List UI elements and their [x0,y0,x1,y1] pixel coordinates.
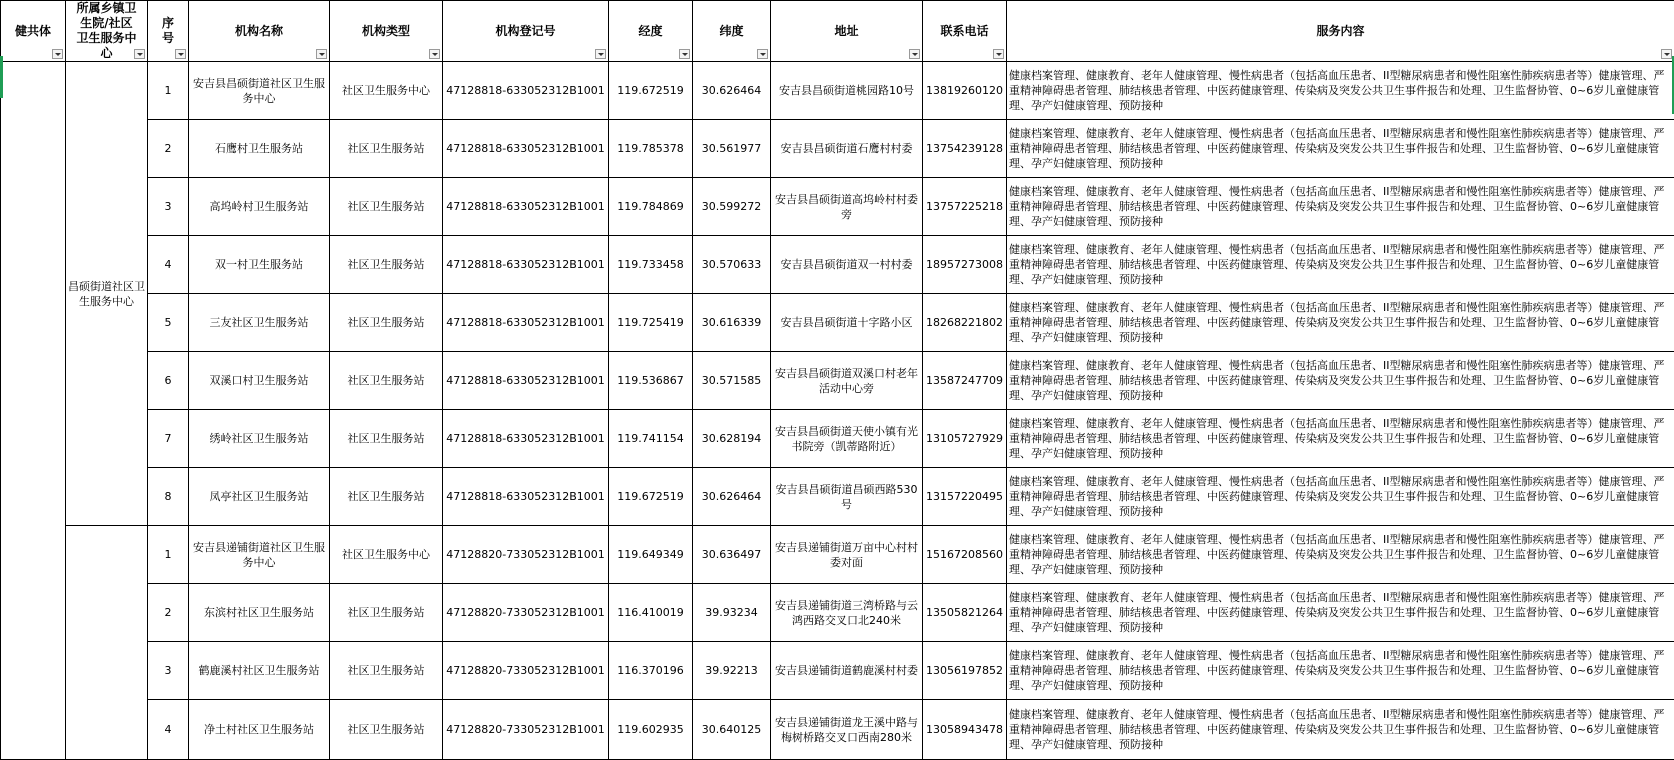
cell-service[interactable]: 健康档案管理、健康教育、老年人健康管理、慢性病患者（包括高血压患者、II型糖尿病患者和慢性阻塞性肺疾病患者等）健康管理、严重精神障碍患者管理、肺结核患者管理、中医药健康管理、传染病及突发公共卫生事件报告和处理、卫生监督协管、0~6岁儿童健康管理、孕产妇健康管理、预防接种 [1007,352,1674,410]
cell-name[interactable]: 净土村社区卫生服务站 [189,700,330,760]
header-row [1,1,1674,62]
table-body [1,62,1674,760]
cell-service[interactable]: 健康档案管理、健康教育、老年人健康管理、慢性病患者（包括高血压患者、II型糖尿病患者和慢性阻塞性肺疾病患者等）健康管理、严重精神障碍患者管理、肺结核患者管理、中医药健康管理、传染病及突发公共卫生事件报告和处理、卫生监督协管、0~6岁儿童健康管理、孕产妇健康管理、预防接种 [1007,178,1674,236]
cell-reg[interactable]: 47128818-633052312B1001 [443,410,609,468]
column-header-reg[interactable] [443,1,609,62]
cell-lng[interactable]: 119.602935 [609,700,693,760]
column-header-name[interactable] [189,1,330,62]
filter-dropdown-icon[interactable] [175,49,186,59]
cell-phone[interactable]: 13056197852 [923,642,1007,700]
cell-lat[interactable]: 30.636497 [693,526,771,584]
cell-lat[interactable]: 30.640125 [693,700,771,760]
filter-dropdown-icon[interactable] [134,49,145,59]
cell-lat[interactable]: 30.570633 [693,236,771,294]
filter-dropdown-icon[interactable] [1661,49,1672,59]
filter-dropdown-icon[interactable] [757,49,768,59]
cell-phone[interactable]: 13819260120 [923,62,1007,120]
cell-no[interactable]: 4 [148,236,189,294]
cell-addr[interactable]: 安吉县昌硕街道桃园路10号 [771,62,923,120]
table-row [1,236,1674,294]
column-header-label: 机构名称 [191,24,327,39]
cell-reg[interactable]: 47128818-633052312B1001 [443,178,609,236]
cell-lng[interactable]: 119.672519 [609,468,693,526]
cell-reg[interactable]: 47128818-633052312B1001 [443,236,609,294]
cell-lng[interactable]: 119.741154 [609,410,693,468]
cell-lng[interactable]: 119.785378 [609,120,693,178]
cell-addr[interactable]: 安吉县昌硕街道双溪口村老年活动中心旁 [771,352,923,410]
cell-phone[interactable]: 13105727929 [923,410,1007,468]
cell-name[interactable]: 凤亭社区卫生服务站 [189,468,330,526]
cell-phone[interactable]: 18268221802 [923,294,1007,352]
column-header-no[interactable] [148,1,189,62]
cell-type[interactable]: 社区卫生服务站 [330,294,443,352]
column-header-label: 地址 [773,24,920,39]
table-row [1,584,1674,642]
selection-accent-left [0,56,3,98]
column-header-label: 联系电话 [925,24,1004,39]
cell-name[interactable]: 双溪口村卫生服务站 [189,352,330,410]
cell-no[interactable]: 1 [148,62,189,120]
cell-addr[interactable]: 安吉县递铺街道三湾桥路与云鸿西路交叉口北240米 [771,584,923,642]
cell-lat[interactable]: 30.561977 [693,120,771,178]
cell-lat[interactable]: 39.93234 [693,584,771,642]
cell-addr[interactable]: 安吉县递铺街道鹤鹿溪村村委 [771,642,923,700]
table-row [1,700,1674,760]
cell-name[interactable]: 东滨村社区卫生服务站 [189,584,330,642]
cell-lat[interactable]: 30.626464 [693,62,771,120]
cell-type[interactable]: 社区卫生服务站 [330,236,443,294]
cell-addr[interactable]: 安吉县昌硕街道天使小镇有光书院旁（凯蒂路附近） [771,410,923,468]
table-row [1,62,1674,120]
column-header-label: 机构登记号 [445,24,606,39]
cell-addr[interactable]: 安吉县昌硕街道双一村村委 [771,236,923,294]
cell-reg[interactable]: 47128818-633052312B1001 [443,120,609,178]
table-row [1,642,1674,700]
filter-dropdown-icon[interactable] [993,49,1004,59]
cell-reg[interactable]: 47128820-733052312B1001 [443,642,609,700]
cell-phone[interactable]: 15167208560 [923,526,1007,584]
filter-dropdown-icon[interactable] [52,49,63,59]
cell-lat[interactable]: 30.599272 [693,178,771,236]
cell-addr[interactable]: 安吉县递铺街道龙王溪中路与梅树桥路交叉口西南280米 [771,700,923,760]
cell-no[interactable]: 3 [148,642,189,700]
cell-type[interactable]: 社区卫生服务站 [330,700,443,760]
cell-lng[interactable]: 119.784869 [609,178,693,236]
cell-lng[interactable]: 116.370196 [609,642,693,700]
cell-reg[interactable]: 47128818-633052312B1001 [443,468,609,526]
cell-type[interactable]: 社区卫生服务站 [330,178,443,236]
cell-name[interactable]: 石鹰村卫生服务站 [189,120,330,178]
cell-reg[interactable]: 47128820-733052312B1001 [443,526,609,584]
filter-dropdown-icon[interactable] [316,49,327,59]
column-header-jgt[interactable] [1,1,66,62]
cell-reg[interactable]: 47128818-633052312B1001 [443,294,609,352]
cell-type[interactable]: 社区卫生服务站 [330,642,443,700]
cell-lng[interactable]: 119.649349 [609,526,693,584]
cell-lat[interactable]: 30.626464 [693,468,771,526]
filter-dropdown-icon[interactable] [679,49,690,59]
cell-service[interactable]: 健康档案管理、健康教育、老年人健康管理、慢性病患者（包括高血压患者、II型糖尿病患者和慢性阻塞性肺疾病患者等）健康管理、严重精神障碍患者管理、肺结核患者管理、中医药健康管理、传染病及突发公共卫生事件报告和处理、卫生监督协管、0~6岁儿童健康管理、孕产妇健康管理、预防接种 [1007,468,1674,526]
cell-type[interactable]: 社区卫生服务中心 [330,526,443,584]
table-row [1,294,1674,352]
filter-dropdown-icon[interactable] [595,49,606,59]
cell-type[interactable]: 社区卫生服务中心 [330,62,443,120]
cell-phone[interactable]: 13754239128 [923,120,1007,178]
table-row [1,526,1674,584]
cell-type[interactable]: 社区卫生服务站 [330,468,443,526]
cell-phone[interactable]: 13058943478 [923,700,1007,760]
cell-type[interactable]: 社区卫生服务站 [330,120,443,178]
cell-reg[interactable]: 47128818-633052312B1001 [443,62,609,120]
cell-lat[interactable]: 30.628194 [693,410,771,468]
table-row [1,410,1674,468]
column-header-label: 纬度 [695,24,768,39]
cell-addr[interactable]: 安吉县昌硕街道十字路小区 [771,294,923,352]
cell-type[interactable]: 社区卫生服务站 [330,352,443,410]
cell-center[interactable] [66,526,148,760]
cell-no[interactable]: 6 [148,352,189,410]
cell-lat[interactable]: 30.616339 [693,294,771,352]
table-row [1,178,1674,236]
cell-name[interactable]: 安吉县昌硕街道社区卫生服务中心 [189,62,330,120]
filter-dropdown-icon[interactable] [429,49,440,59]
column-header-lng[interactable] [609,1,693,62]
cell-lng[interactable]: 119.672519 [609,62,693,120]
cell-name[interactable]: 双一村卫生服务站 [189,236,330,294]
cell-service[interactable]: 健康档案管理、健康教育、老年人健康管理、慢性病患者（包括高血压患者、II型糖尿病患者和慢性阻塞性肺疾病患者等）健康管理、严重精神障碍患者管理、肺结核患者管理、中医药健康管理、传染病及突发公共卫生事件报告和处理、卫生监督协管、0~6岁儿童健康管理、孕产妇健康管理、预防接种 [1007,526,1674,584]
cell-addr[interactable]: 安吉县递铺街道万亩中心村村委对面 [771,526,923,584]
cell-phone[interactable]: 13587247709 [923,352,1007,410]
cell-lng[interactable]: 119.725419 [609,294,693,352]
cell-service[interactable]: 健康档案管理、健康教育、老年人健康管理、慢性病患者（包括高血压患者、II型糖尿病患者和慢性阻塞性肺疾病患者等）健康管理、严重精神障碍患者管理、肺结核患者管理、中医药健康管理、传染病及突发公共卫生事件报告和处理、卫生监督协管、0~6岁儿童健康管理、孕产妇健康管理、预防接种 [1007,62,1674,120]
cell-no[interactable]: 3 [148,178,189,236]
cell-lng[interactable]: 119.536867 [609,352,693,410]
cell-reg[interactable]: 47128818-633052312B1001 [443,352,609,410]
column-header-label: 服务内容 [1009,24,1672,39]
cell-service[interactable]: 健康档案管理、健康教育、老年人健康管理、慢性病患者（包括高血压患者、II型糖尿病患者和慢性阻塞性肺疾病患者等）健康管理、严重精神障碍患者管理、肺结核患者管理、中医药健康管理、传染病及突发公共卫生事件报告和处理、卫生监督协管、0~6岁儿童健康管理、孕产妇健康管理、预防接种 [1007,584,1674,642]
cell-jgt[interactable] [1,62,66,760]
cell-service[interactable]: 健康档案管理、健康教育、老年人健康管理、慢性病患者（包括高血压患者、II型糖尿病患者和慢性阻塞性肺疾病患者等）健康管理、严重精神障碍患者管理、肺结核患者管理、中医药健康管理、传染病及突发公共卫生事件报告和处理、卫生监督协管、0~6岁儿童健康管理、孕产妇健康管理、预防接种 [1007,120,1674,178]
cell-name[interactable]: 安吉县递铺街道社区卫生服务中心 [189,526,330,584]
cell-reg[interactable]: 47128820-733052312B1001 [443,584,609,642]
column-header-type[interactable] [330,1,443,62]
table-row [1,468,1674,526]
cell-no[interactable]: 1 [148,526,189,584]
column-header-lat[interactable] [693,1,771,62]
cell-phone[interactable]: 13157220495 [923,468,1007,526]
cell-service[interactable]: 健康档案管理、健康教育、老年人健康管理、慢性病患者（包括高血压患者、II型糖尿病患者和慢性阻塞性肺疾病患者等）健康管理、严重精神障碍患者管理、肺结核患者管理、中医药健康管理、传染病及突发公共卫生事件报告和处理、卫生监督协管、0~6岁儿童健康管理、孕产妇健康管理、预防接种 [1007,236,1674,294]
cell-no[interactable]: 4 [148,700,189,760]
column-header-service[interactable] [1007,1,1674,62]
column-header-addr[interactable] [771,1,923,62]
cell-no[interactable]: 2 [148,120,189,178]
cell-lat[interactable]: 30.571585 [693,352,771,410]
cell-phone[interactable]: 13757225218 [923,178,1007,236]
cell-phone[interactable]: 18957273008 [923,236,1007,294]
cell-lng[interactable]: 116.410019 [609,584,693,642]
cell-type[interactable]: 社区卫生服务站 [330,584,443,642]
column-header-phone[interactable] [923,1,1007,62]
cell-addr[interactable]: 安吉县昌硕街道高坞岭村村委旁 [771,178,923,236]
cell-no[interactable]: 8 [148,468,189,526]
cell-service[interactable]: 健康档案管理、健康教育、老年人健康管理、慢性病患者（包括高血压患者、II型糖尿病患者和慢性阻塞性肺疾病患者等）健康管理、严重精神障碍患者管理、肺结核患者管理、中医药健康管理、传染病及突发公共卫生事件报告和处理、卫生监督协管、0~6岁儿童健康管理、孕产妇健康管理、预防接种 [1007,294,1674,352]
column-header-label: 所属乡镇卫生院/社区卫生服务中心 [68,1,145,61]
cell-name[interactable]: 三友社区卫生服务站 [189,294,330,352]
cell-center[interactable]: 昌硕街道社区卫生服务中心 [66,62,148,526]
column-header-label: 机构类型 [332,24,440,39]
cell-name[interactable]: 高坞岭村卫生服务站 [189,178,330,236]
cell-service[interactable]: 健康档案管理、健康教育、老年人健康管理、慢性病患者（包括高血压患者、II型糖尿病患者和慢性阻塞性肺疾病患者等）健康管理、严重精神障碍患者管理、肺结核患者管理、中医药健康管理、传染病及突发公共卫生事件报告和处理、卫生监督协管、0~6岁儿童健康管理、孕产妇健康管理、预防接种 [1007,410,1674,468]
cell-reg[interactable]: 47128820-733052312B1001 [443,700,609,760]
cell-lng[interactable]: 119.733458 [609,236,693,294]
cell-no[interactable]: 7 [148,410,189,468]
cell-addr[interactable]: 安吉县昌硕街道昌硕西路530号 [771,468,923,526]
cell-name[interactable]: 绣岭社区卫生服务站 [189,410,330,468]
cell-type[interactable]: 社区卫生服务站 [330,410,443,468]
cell-service[interactable]: 健康档案管理、健康教育、老年人健康管理、慢性病患者（包括高血压患者、II型糖尿病患者和慢性阻塞性肺疾病患者等）健康管理、严重精神障碍患者管理、肺结核患者管理、中医药健康管理、传染病及突发公共卫生事件报告和处理、卫生监督协管、0~6岁儿童健康管理、孕产妇健康管理、预防接种 [1007,642,1674,700]
table-row [1,120,1674,178]
filter-dropdown-icon[interactable] [909,49,920,59]
column-header-center[interactable] [66,1,148,62]
column-header-label: 健共体 [3,24,63,39]
column-header-label: 序号 [150,16,186,46]
table-row [1,352,1674,410]
column-header-label: 经度 [611,24,690,39]
cell-lat[interactable]: 39.92213 [693,642,771,700]
cell-service[interactable]: 健康档案管理、健康教育、老年人健康管理、慢性病患者（包括高血压患者、II型糖尿病患者和慢性阻塞性肺疾病患者等）健康管理、严重精神障碍患者管理、肺结核患者管理、中医药健康管理、传染病及突发公共卫生事件报告和处理、卫生监督协管、0~6岁儿童健康管理、孕产妇健康管理、预防接种 [1007,700,1674,760]
cell-addr[interactable]: 安吉县昌硕街道石鹰村村委 [771,120,923,178]
cell-phone[interactable]: 13505821264 [923,584,1007,642]
cell-no[interactable]: 5 [148,294,189,352]
cell-no[interactable]: 2 [148,584,189,642]
cell-name[interactable]: 鹤鹿溪村社区卫生服务站 [189,642,330,700]
